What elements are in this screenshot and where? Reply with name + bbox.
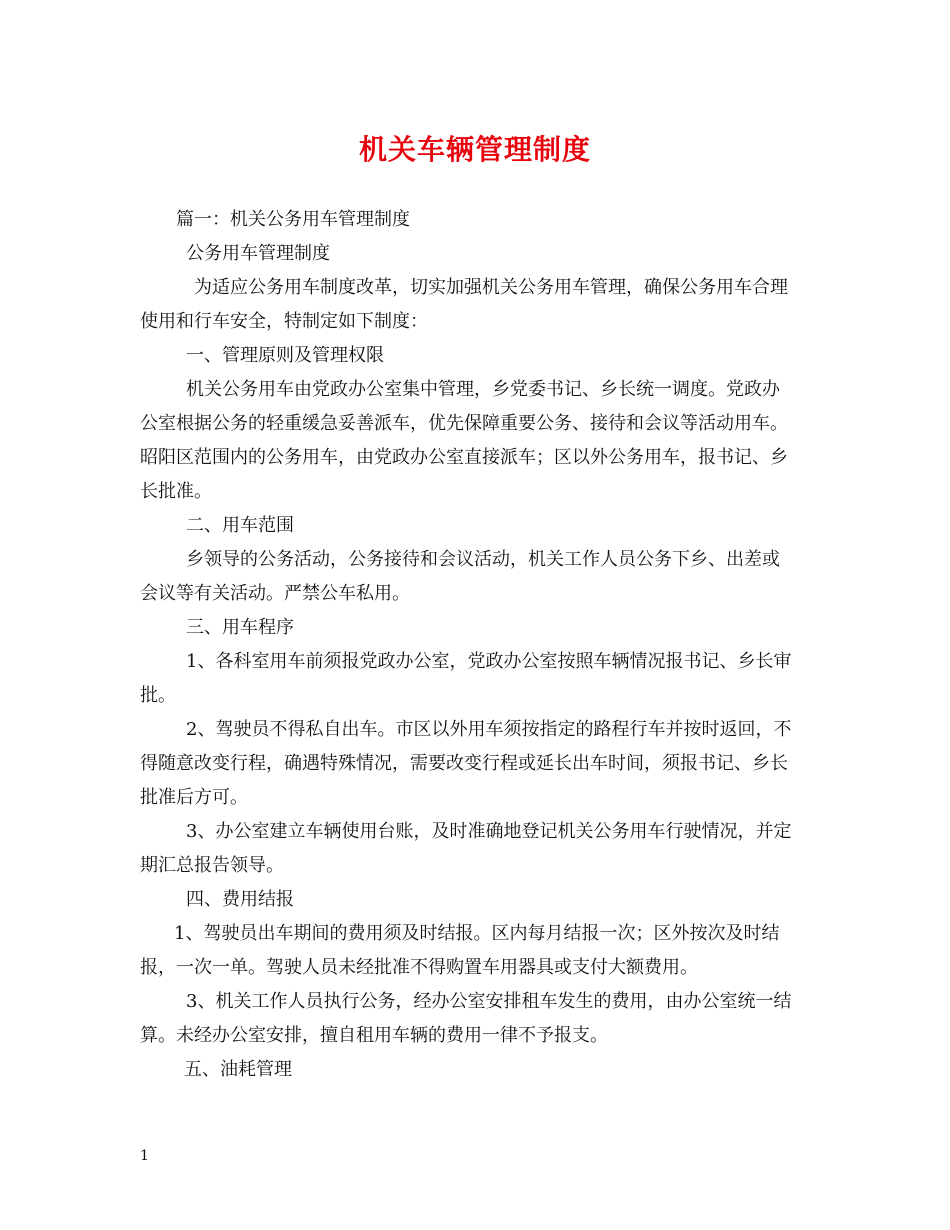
section-heading: 一、管理原则及管理权限 <box>186 345 384 366</box>
paragraph-line: 使用和行车安全，特制定如下制度： <box>140 311 428 332</box>
paragraph-line: 2、驾驶员不得私自出车。市区以外用车须按指定的路程行车并按时返回，不 <box>186 719 792 740</box>
document-title: 机关车辆管理制度 <box>358 133 591 166</box>
paragraph-line: 为适应公务用车制度改革，切实加强机关公务用车管理，确保公务用车合理 <box>194 277 788 298</box>
page-number: 1 <box>140 1148 149 1164</box>
section-heading: 三、用车程序 <box>186 617 294 638</box>
subtitle: 公务用车管理制度 <box>186 243 330 264</box>
paragraph-line: 会议等有关活动。严禁公车私用。 <box>140 583 410 604</box>
section-heading: 四、费用结报 <box>186 889 294 910</box>
paragraph-line: 1、驾驶员出车期间的费用须及时结报。区内每月结报一次；区外按次及时结 <box>174 923 780 944</box>
section-heading: 二、用车范围 <box>186 515 294 536</box>
paragraph-line: 乡领导的公务活动，公务接待和会议活动，机关工作人员公务下乡、出差或 <box>186 549 780 570</box>
section-heading: 五、油耗管理 <box>184 1059 292 1080</box>
paragraph-line: 昭阳区范围内的公务用车，由党政办公室直接派车；区以外公务用车，报书记、乡 <box>140 447 788 468</box>
paragraph-line: 得随意改变行程，确遇特殊情况，需要改变行程或延长出车时间，须报书记、乡长 <box>140 753 788 774</box>
paragraph-line: 3、办公室建立车辆使用台账，及时准确地登记机关公务用车行驶情况，并定 <box>186 821 792 842</box>
paragraph-line: 期汇总报告领导。 <box>140 855 284 876</box>
document-body <box>140 203 812 1087</box>
paragraph-line: 报，一次一单。驾驶人员未经批准不得购置车用器具或支付大额费用。 <box>140 957 698 978</box>
paragraph-line: 批准后方可。 <box>140 787 248 808</box>
paragraph-line: 3、机关工作人员执行公务，经办公室安排租车发生的费用，由办公室统一结 <box>186 991 792 1012</box>
paragraph-line: 公室根据公务的轻重缓急妥善派车，优先保障重要公务、接待和会议等活动用车。 <box>140 413 788 434</box>
paragraph-line: 1、各科室用车前须报党政办公室，党政办公室按照车辆情况报书记、乡长审 <box>186 651 792 672</box>
paragraph-line: 机关公务用车由党政办公室集中管理，乡党委书记、乡长统一调度。党政办 <box>186 379 780 400</box>
section-heading: 篇一：机关公务用车管理制度 <box>176 209 410 230</box>
paragraph-line: 批。 <box>140 685 176 706</box>
paragraph-line: 算。未经办公室安排，擅自租用车辆的费用一律不予报支。 <box>140 1025 608 1046</box>
paragraph-line: 长批准。 <box>140 481 212 502</box>
